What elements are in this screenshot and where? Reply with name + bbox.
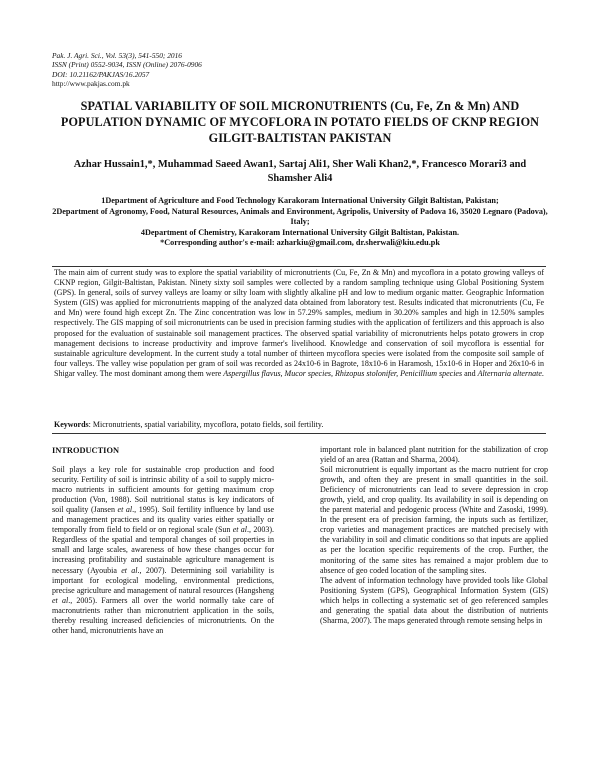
- abstract-species-last: Alternaria alternate: [477, 368, 542, 378]
- abstract-body: The main aim of current study was to explore the spatial variability of micronutrients (Cu, Fe, Zn & Mn) and mycoflora in a potato growing valleys of CKNP region, Gilgit-Baltistan, Pakistan. Ninety sixty soil samples were collected by a random sampling technique using Global Positioning System (GPS). In general, soils of survey valleys are loamy or silty loam with slightly alkaline pH and low to medium organic matter. Geographic Information System (GIS) was applied for micronutrients mapping of the analyzed data obtained from laboratory test. Results indicated that micronutrients (Cu, Fe and Mn) were found high except Zn. The Zinc concentration was low in 57.29% samples, medium in 30.20% samples and high in 12.50% samples respectively. The GIS mapping of soil micronutrients can be used in precision farming studies with the application of fertilizers and this approach is also proposed for the evaluation of sustainable soil management practices. The observed spatial variability of micronutrients helps potato growers in crop management decisions to increase productivity and improve farmer's livelihood. Knowledge and conservation of soil mycoflora is essential for sustainable agriculture development. In the current study a total number of thirteen mycoflora species were isolated from the composite soil sample of four valleys. The valley wise population per gram of soil was recorded as 24x10-6 in Bagrote, 18x10-6 in Haramosh, 15x10-6 in Hoper and 26x10-6 in Shigar valley. The most dominant among them were: [54, 268, 544, 378]
- journal-url[interactable]: http://www.pakjas.com.pk: [52, 79, 130, 89]
- etal: et al: [117, 505, 133, 515]
- intro-paragraph-1: [52, 465, 274, 636]
- intro-paragraph-3: The advent of information technology have provided tools like Global Positioning System (GPS), Geographical Information System (GIS) which helps in collecting a systematic set of geo referenced samples and generating the spatial data about the distribution of nutrients (Sharma, 2007). The maps generated through remote sensing helps in: [320, 575, 548, 625]
- abstract-and: and: [462, 368, 478, 378]
- section-heading-introduction: INTRODUCTION: [52, 446, 120, 455]
- citation-doi: DOI: 10.21162/PAKJAS/16.2057: [52, 69, 150, 79]
- affiliation-1: 1Department of Agriculture and Food Technology Karakoram International University Gilgit Baltistan, Pakistan;: [101, 196, 499, 205]
- affiliations: [52, 196, 548, 249]
- intro-text-c: ., 2003). Regardless of the spatial and temporal changes of soil properties in small and large scales, awareness of how these changes occur for increasing profitability and sustainable agriculture management is necessary (Ayoubia: [52, 525, 274, 575]
- citation-issn: ISSN (Print) 0552-9034, ISSN (Online) 2076-0906: [52, 60, 202, 70]
- intro-text-b: ., 1995). Soil fertility influence by land use and management practices and its quality varies either spatially or temporally from field to field or on regional scale (Sun: [52, 505, 275, 535]
- paper-title: SPATIAL VARIABILITY OF SOIL MICRONUTRIENTS (Cu, Fe, Zn & Mn) AND POPULATION DYNAMIC OF MYCOFLORA IN POTATO FIELDS OF CKNP REGION GILGIT-BALTISTAN PAKISTAN: [60, 99, 540, 145]
- etal: et al: [52, 595, 69, 605]
- intro-continuation: important role in balanced plant nutrition for the stabilization of crop yield of an area (Rattan and Sharma, 2004).: [320, 445, 548, 465]
- left-column: [52, 445, 274, 636]
- author-list: Azhar Hussain1,*, Muhammad Saeed Awan1, Sartaj Ali1, Sher Wali Khan2,*, Francesco Morari3 and Shamsher Ali4: [73, 159, 527, 184]
- abstract-species-list: Aspergillus flavus, Mucor species, Rhizopus stolonifer, Penicillium species: [223, 368, 463, 378]
- corresponding-email: *Corresponding author's e-mail: azharkiu@gmail.com, dr.sherwali@kiu.edu.pk: [160, 238, 440, 248]
- keywords-label: Keywords: [54, 420, 89, 429]
- intro-text-a: Soil plays a key role for sustainable crop production and food security. Fertility of soil is intrinsic ability of a soil to supply micro-macro nutrients in sufficient amounts for getting maximum crop production (Von, 1988). Soil nutritional status is key indicators of soil quality (Jansen: [52, 465, 274, 515]
- etal: et al: [121, 565, 138, 575]
- citation-volume: Pak. J. Agri. Sci., Vol. 53(3), 541-550; 2016: [52, 51, 182, 60]
- abstract-end: .: [541, 368, 544, 378]
- keywords: [54, 420, 544, 430]
- etal: et al: [232, 525, 248, 535]
- affiliation-4: 4Department of Chemistry, Karakoram International University Gilgit Baltistan, Pakistan.: [140, 227, 460, 237]
- keywords-list: : Micronutrients, spatial variability, mycoflora, potato fields, soil fertility.: [88, 420, 324, 429]
- intro-text-d: ., 2007). Determining soil variability is important for ecological modeling, environmental predictions, precise agriculture and management of natural resources (Hangsheng: [52, 565, 275, 595]
- journal-citation: [52, 51, 202, 89]
- intro-paragraph-2: Soil micronutrient is equally important as the macro nutrient for crop growth, and often they are present in small quantities in the soil. Deficiency of micronutrients can lead to severe depression in crop growth, yield, and crop quality. Its availability in soil is depending on the parent material and pedogenic process (White and Zasoski, 1999). In the present era of precision farming, the inputs such as fertilizer, crop varieties and management practices are matched precisely with the variability in soil and climatic conditions so that inputs are applied as per the location specific requirements of the crop. Further, the monitoring of the same sites has remained a major problem due to absence of geo coded location of the sampling sites.: [320, 465, 548, 575]
- abstract: [54, 268, 544, 379]
- affiliation-2: 2Department of Agronomy, Food, Natural Resources, Animals and Environment, Agripolis, University of Padova 16, 35020 Legnaro (Padova), Italy;: [52, 206, 548, 227]
- right-column: [320, 445, 548, 626]
- intro-text-e: ., 2005). Farmers all over the world normally take care of macronutrients rather than micronutrient application in the soils, thereby resulting increased deficiencies of micronutrients. On the other hand, micronutrients have an: [52, 595, 275, 635]
